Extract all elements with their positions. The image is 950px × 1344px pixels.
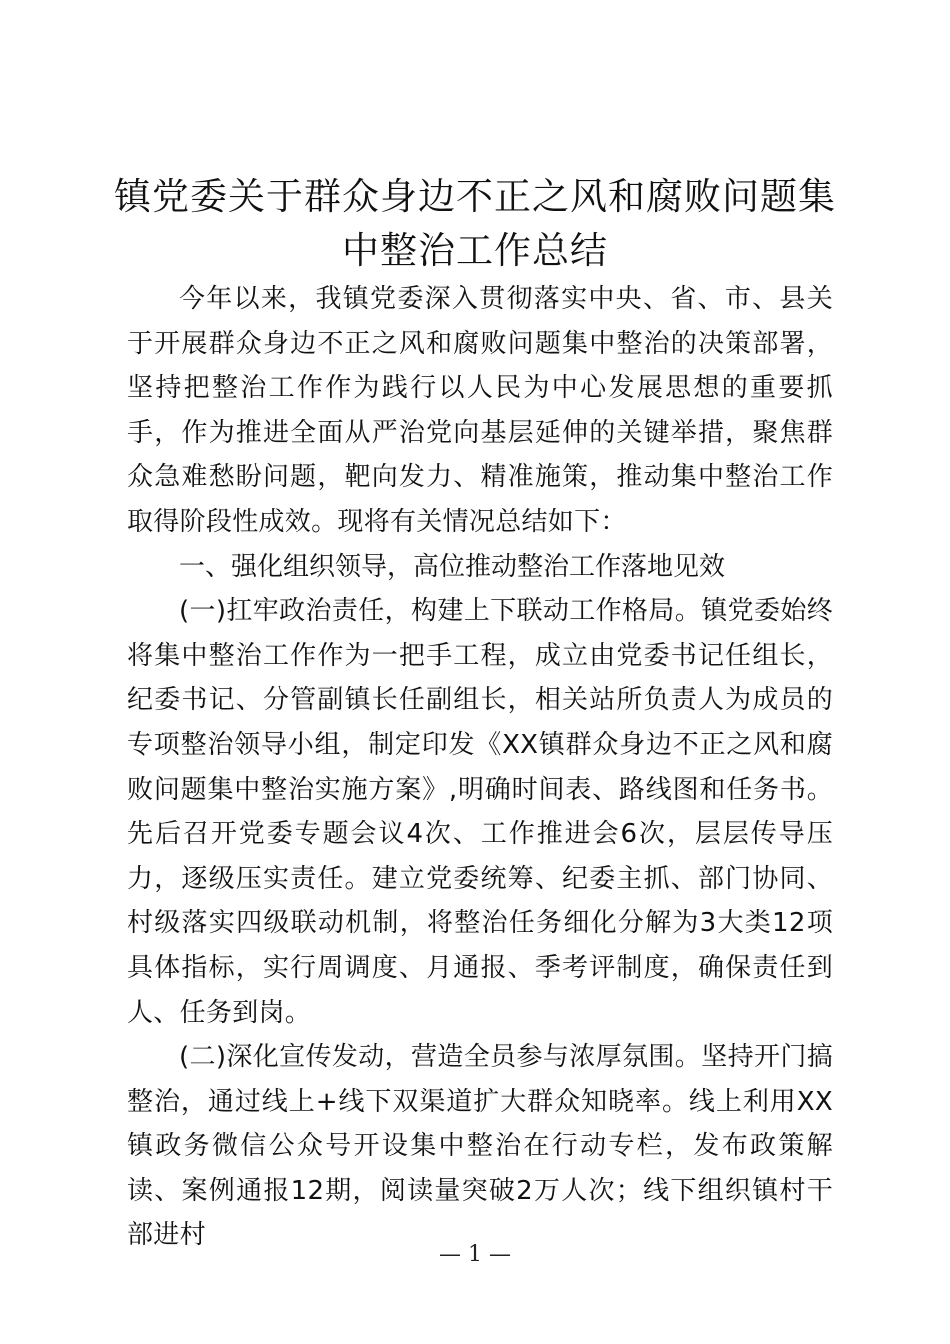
section-heading-1: 一、强化组织领导，高位推动整治工作落地见效 <box>179 551 726 582</box>
document-title: 镇党委关于群众身边不正之风和腐败问题集中整治工作总结 <box>114 175 836 272</box>
subsection-paragraph-1: (一)扛牢政治责任，构建上下联动工作格局。镇党委始终将集中整治工作作为一把手工程，成立由党委书记任组长，纪委书记、分管副镇长任副组长，相关站所负责人为成员的专项整治领导小组，制定印发《XX镇群众身边不正之风和腐败问题集中整治实施方案》,明确时间表、路线图和任务书。先后召开党委专题会议4次、工作推进会6次，层层传导压力，逐级压实责任。建立党委统筹、纪委主抓、部门协同、村级落实四级联动机制，将整治任务细化分解为3大类12项具体指标，实行周调度、月通报、季考评制度，确保责任到人、任务到岗。 <box>127 596 833 1028</box>
intro-paragraph: 今年以来，我镇党委深入贯彻落实中央、省、市、县关于开展群众身边不正之风和腐败问题集中整治的决策部署，坚持把整治工作作为践行以人民为中心发展思想的重要抓手，作为推进全面从严治党向基层延伸的关键举措，聚焦群众急难愁盼问题，靶向发力、精准施策，推动集中整治工作取得阶段性成效。现将有关情况总结如下： <box>127 284 833 537</box>
page-number: — 1 — <box>439 1242 511 1267</box>
document-body <box>127 277 833 1258</box>
subsection-paragraph-2: (二)深化宣传发动，营造全员参与浓厚氛围。坚持开门搞整治，通过线上+线下双渠道扩大群众知晓率。线上利用XX镇政务微信公众号开设集中整治在行动专栏，发布政策解读、案例通报12期，阅读量突破2万人次；线下组织镇村干部进村 <box>127 1042 833 1251</box>
